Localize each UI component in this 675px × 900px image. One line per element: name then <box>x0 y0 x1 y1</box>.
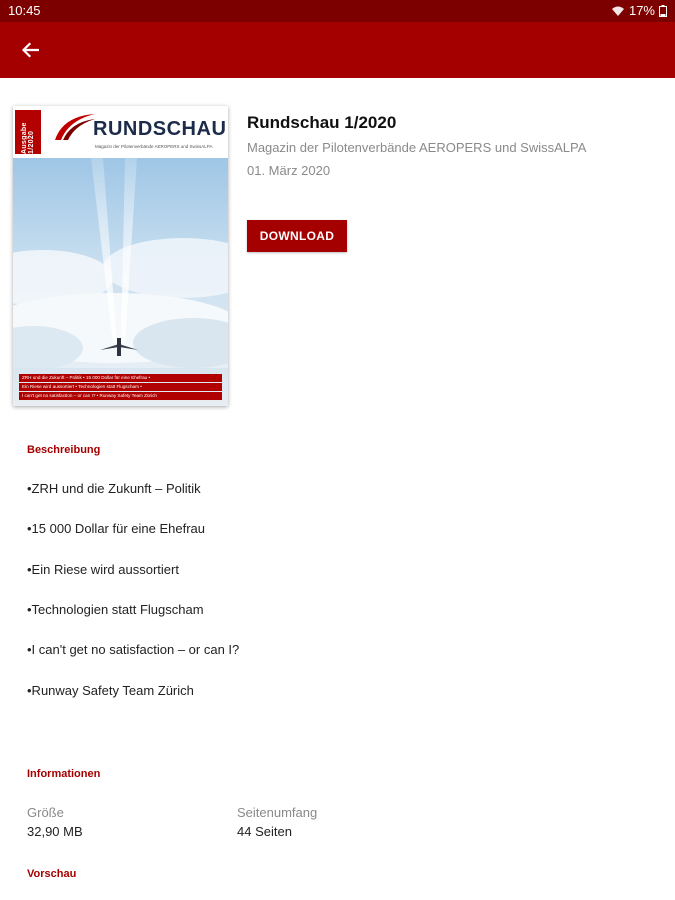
swoosh-logo-icon <box>53 112 97 142</box>
battery-icon <box>659 5 667 17</box>
cover-issue-tag: Ausgabe 1/2020 <box>15 110 41 154</box>
issue-date: 01. März 2020 <box>247 163 331 178</box>
size-value: 32,90 MB <box>27 824 83 839</box>
cover-strip-line: I can't get no satisfaction – or can I? • Runway Safety Team Zürich <box>19 392 222 400</box>
description-item: •Technologien statt Flugscham <box>27 602 204 617</box>
cover-strip-line: Ein Riese wird aussortiert • Technologien statt Flugscham • <box>19 383 222 391</box>
size-label: Größe <box>27 805 64 820</box>
description-item: •Ein Riese wird aussortiert <box>27 562 179 577</box>
cover-sky-image <box>13 158 228 368</box>
description-item: •ZRH und die Zukunft – Politik <box>27 481 201 496</box>
cover-bottom <box>13 368 228 406</box>
back-button[interactable] <box>14 35 46 65</box>
app-bar <box>0 22 675 78</box>
description-item: •I can't get no satisfaction – or can I? <box>27 642 240 657</box>
issue-subtitle: Magazin der Pilotenverbände AEROPERS und SwissALPA <box>247 140 587 155</box>
preview-heading: Vorschau <box>27 868 77 880</box>
cover-subtitle: Magazin der Pilotenverbände AEROPERS und SwissALPA <box>95 144 213 149</box>
download-button[interactable]: DOWNLOAD <box>247 220 347 252</box>
wifi-icon <box>611 5 625 17</box>
issue-title: Rundschau 1/2020 <box>247 113 397 132</box>
cover-masthead <box>13 106 228 158</box>
status-time: 10:45 <box>8 3 41 18</box>
description-heading: Beschreibung <box>27 444 101 456</box>
arrow-left-icon <box>21 42 39 58</box>
description-item: •Runway Safety Team Zürich <box>27 683 194 698</box>
battery-percent: 17% <box>628 3 655 18</box>
status-bar <box>0 0 675 22</box>
pages-value: 44 Seiten <box>237 824 292 839</box>
magazine-cover[interactable] <box>13 106 228 406</box>
description-item: •15 000 Dollar für eine Ehefrau <box>27 521 205 536</box>
pages-label: Seitenumfang <box>237 805 318 820</box>
cover-strip-line: ZRH und die Zukunft – Politik • 15 000 Dollar für eine Ehefrau • <box>19 374 222 382</box>
cover-title: RUNDSCHAU <box>93 118 227 140</box>
info-heading: Informationen <box>27 768 101 780</box>
status-indicators <box>611 3 667 18</box>
